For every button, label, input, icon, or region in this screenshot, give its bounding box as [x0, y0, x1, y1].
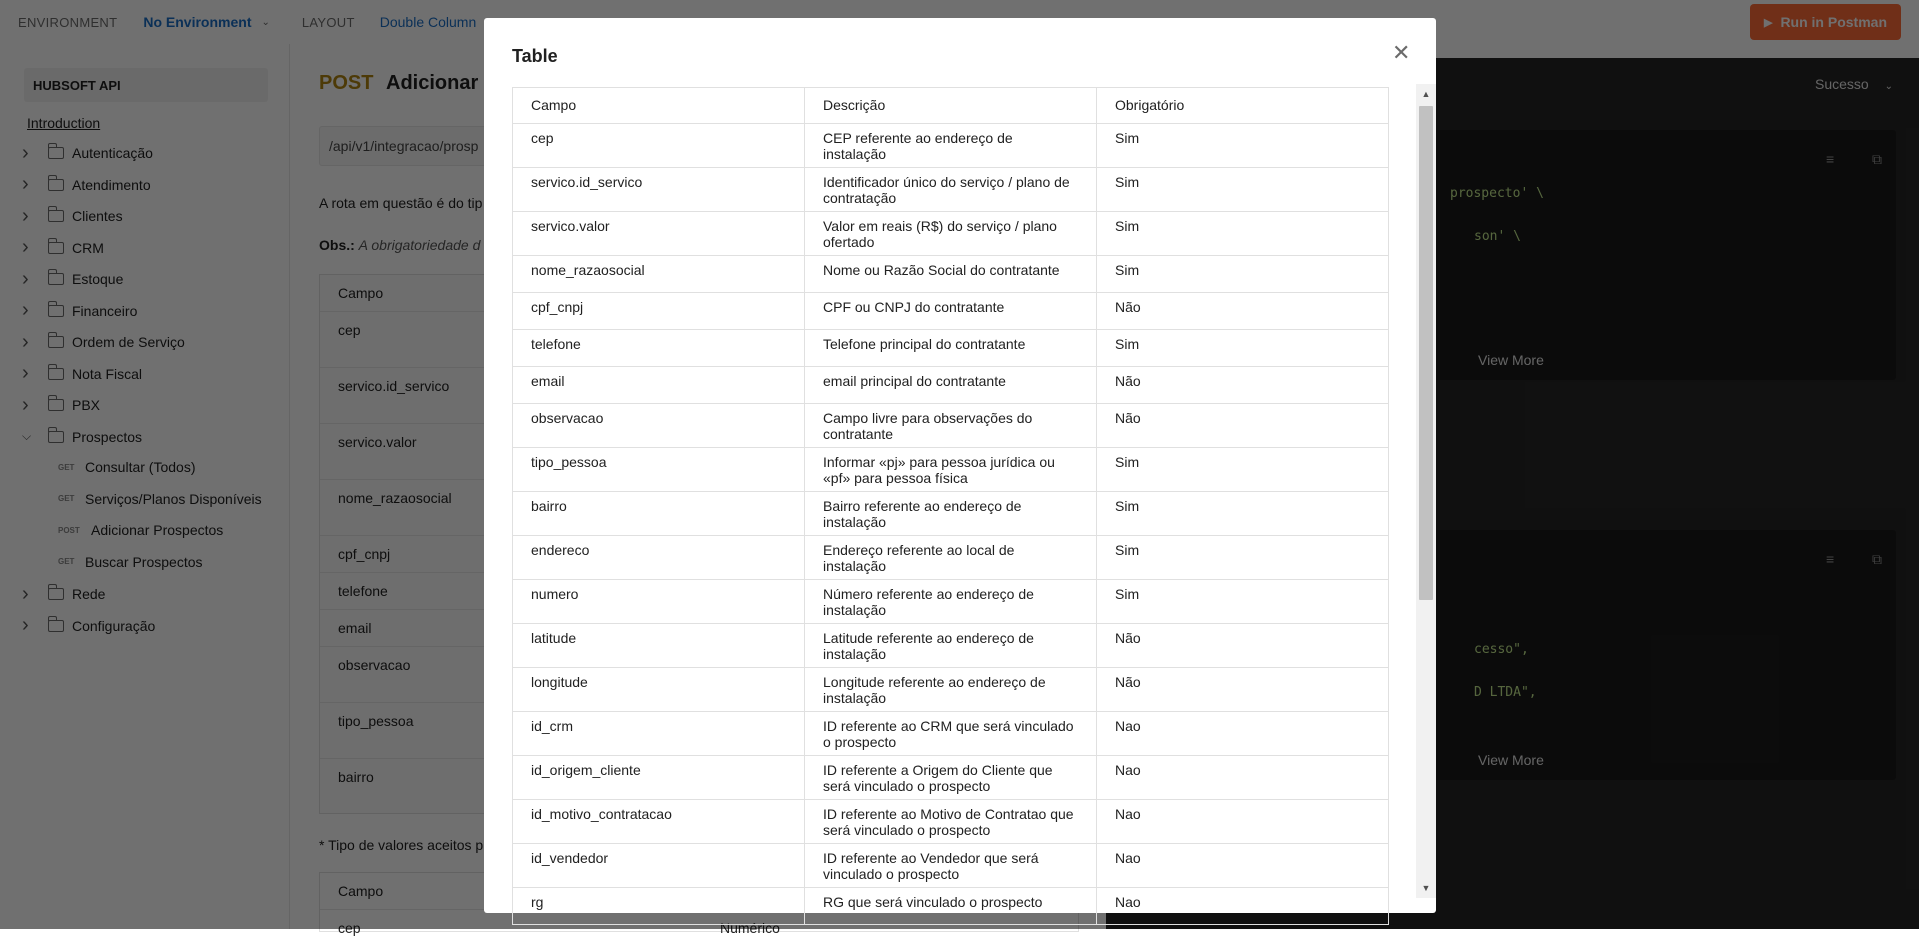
scroll-down-arrow-icon[interactable]: ▼ [1421, 883, 1431, 893]
description-cell: ID referente ao Motivo de Contratao que será vinculado o prospecto [805, 800, 1097, 844]
table-row [513, 888, 1389, 925]
modal-title: Table [512, 46, 558, 66]
required-cell: Nao [1097, 756, 1389, 800]
column-header-campo: Campo [513, 88, 805, 124]
description-cell: ID referente ao Vendedor que será vinculado o prospecto [805, 844, 1097, 888]
required-cell: Sim [1097, 536, 1389, 580]
description-cell: Bairro referente ao endereço de instalação [805, 492, 1097, 536]
description-cell: Telefone principal do contratante [805, 330, 1097, 367]
required-cell: Sim [1097, 492, 1389, 536]
field-cell: servico.valor [513, 212, 805, 256]
table-scroll-area[interactable] [512, 87, 1416, 910]
required-cell: Sim [1097, 124, 1389, 168]
table-header-row [513, 88, 1389, 124]
field-cell: id_motivo_contratacao [513, 800, 805, 844]
required-cell: Nao [1097, 844, 1389, 888]
table-row [513, 330, 1389, 367]
required-cell: Sim [1097, 212, 1389, 256]
required-cell: Sim [1097, 580, 1389, 624]
field-cell: id_origem_cliente [513, 756, 805, 800]
table-row [513, 712, 1389, 756]
description-cell: Identificador único do serviço / plano de contratação [805, 168, 1097, 212]
required-cell: Sim [1097, 448, 1389, 492]
description-cell: Informar «pj» para pessoa jurídica ou «pf» para pessoa física [805, 448, 1097, 492]
description-cell: Campo livre para observações do contratante [805, 404, 1097, 448]
scrollbar-thumb[interactable] [1419, 106, 1433, 600]
description-cell: ID referente ao CRM que será vinculado o prospecto [805, 712, 1097, 756]
required-cell: Não [1097, 668, 1389, 712]
table-row [513, 256, 1389, 293]
description-cell: Latitude referente ao endereço de instalação [805, 624, 1097, 668]
description-cell: CPF ou CNPJ do contratante [805, 293, 1097, 330]
table-row [513, 448, 1389, 492]
required-cell: Sim [1097, 330, 1389, 367]
table-row [513, 212, 1389, 256]
table-row [513, 124, 1389, 168]
description-cell: CEP referente ao endereço de instalação [805, 124, 1097, 168]
description-cell: Nome ou Razão Social do contratante [805, 256, 1097, 293]
column-header-obrigatorio: Obrigatório [1097, 88, 1389, 124]
required-cell: Não [1097, 404, 1389, 448]
table-row [513, 293, 1389, 330]
table-row [513, 492, 1389, 536]
field-cell: cep [513, 124, 805, 168]
required-cell: Nao [1097, 800, 1389, 844]
field-cell: telefone [513, 330, 805, 367]
field-cell: bairro [513, 492, 805, 536]
table-row [513, 536, 1389, 580]
field-cell: id_crm [513, 712, 805, 756]
table-row [513, 624, 1389, 668]
field-cell: numero [513, 580, 805, 624]
table-row [513, 756, 1389, 800]
required-cell: Sim [1097, 168, 1389, 212]
close-icon[interactable]: ✕ [1392, 40, 1411, 65]
table-row [513, 580, 1389, 624]
table-row [513, 800, 1389, 844]
field-cell: email [513, 367, 805, 404]
required-cell: Não [1097, 367, 1389, 404]
field-cell: rg [513, 888, 805, 925]
field-cell: latitude [513, 624, 805, 668]
field-cell: endereco [513, 536, 805, 580]
table-row [513, 404, 1389, 448]
description-cell: Endereço referente ao local de instalação [805, 536, 1097, 580]
field-cell: longitude [513, 668, 805, 712]
table-row [513, 168, 1389, 212]
description-cell: RG que será vinculado o prospecto [805, 888, 1097, 925]
required-cell: Nao [1097, 712, 1389, 756]
required-cell: Nao [1097, 888, 1389, 925]
field-cell: servico.id_servico [513, 168, 805, 212]
column-header-descricao: Descrição [805, 88, 1097, 124]
description-cell: Valor em reais (R$) do serviço / plano ofertado [805, 212, 1097, 256]
table-row [513, 844, 1389, 888]
scroll-up-arrow-icon[interactable]: ▲ [1421, 89, 1431, 99]
required-cell: Não [1097, 293, 1389, 330]
fields-table [512, 87, 1389, 925]
required-cell: Sim [1097, 256, 1389, 293]
table-row [513, 367, 1389, 404]
field-cell: observacao [513, 404, 805, 448]
description-cell: email principal do contratante [805, 367, 1097, 404]
field-cell: id_vendedor [513, 844, 805, 888]
field-cell: cpf_cnpj [513, 293, 805, 330]
table-modal [484, 18, 1436, 913]
table-row [513, 668, 1389, 712]
description-cell: Longitude referente ao endereço de instalação [805, 668, 1097, 712]
field-cell: nome_razaosocial [513, 256, 805, 293]
modal-scrollbar[interactable] [1416, 84, 1436, 898]
field-cell: tipo_pessoa [513, 448, 805, 492]
description-cell: ID referente a Origem do Cliente que será vinculado o prospecto [805, 756, 1097, 800]
required-cell: Não [1097, 624, 1389, 668]
description-cell: Número referente ao endereço de instalação [805, 580, 1097, 624]
